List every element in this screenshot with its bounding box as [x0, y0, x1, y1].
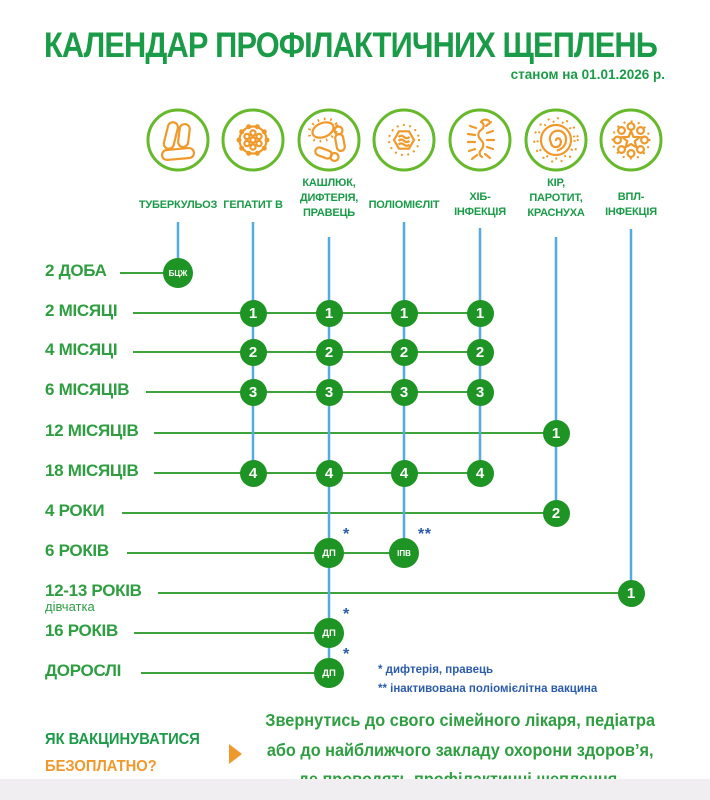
age-label: 4 РОКИ [45, 501, 105, 520]
age-label: ДОРОСЛІ [45, 661, 122, 680]
column-label-line: ГЕПАТИТ В [223, 199, 283, 211]
dose-dot-tuberculosis: БЦЖ [163, 258, 193, 288]
cta-question-line2: БЕЗОПЛАТНО? [45, 758, 157, 775]
column-label-line: ПОЛІОМІЄЛІТ [368, 199, 440, 211]
dose-dot-hepatitis-b: 4 [240, 460, 267, 487]
cta-question [45, 726, 200, 780]
column-label-line: КІР, [547, 177, 565, 189]
age-label: 12-13 РОКІВ [45, 581, 142, 600]
dose-dot-measles-mumps-rubella: 2 [543, 500, 570, 527]
dose-dot-polio: 3 [391, 379, 418, 406]
column-label-line: ІНФЕКЦІЯ [605, 206, 657, 218]
tb-bacteria-icon [145, 107, 211, 173]
footer-bar [0, 779, 710, 800]
hib-bacteria-icon [447, 107, 513, 173]
pertussis-bacteria-icon [296, 107, 362, 173]
footnote-asterisk: * [343, 526, 350, 543]
age-label: 2 МІСЯЦІ [45, 301, 118, 320]
column-label-line: ІНФЕКЦІЯ [454, 206, 506, 218]
age-label: 2 ДОБА [45, 261, 107, 280]
dose-dot-pertussis-diphtheria-tetanus: ДП [314, 658, 344, 688]
dose-dot-polio: ІПВ [389, 538, 419, 568]
dose-dot-polio: 4 [391, 460, 418, 487]
dose-dot-pertussis-diphtheria-tetanus: 1 [316, 300, 343, 327]
page-subtitle-date: станом на 01.01.2026 р. [510, 67, 665, 82]
cta-question-line1: ЯК ВАКЦИНУВАТИСЯ [45, 731, 200, 748]
column-label-line: ДИФТЕРІЯ, [299, 192, 359, 204]
column-label-line: КРАСНУХА [527, 207, 585, 219]
dose-dot-pertussis-diphtheria-tetanus: ДП [314, 538, 344, 568]
cta-text-line: або до найближчого закладу охорони здоров’я, [266, 739, 654, 760]
measles-virus-icon [523, 107, 589, 173]
footnote-asterisk: * [343, 606, 350, 623]
dose-dot-polio: 2 [391, 339, 418, 366]
dose-dot-hepatitis-b: 3 [240, 379, 267, 406]
dose-dot-pertussis-diphtheria-tetanus: ДП [314, 618, 344, 648]
age-sublabel: дівчатка [45, 599, 95, 614]
dose-dot-hib: 3 [467, 379, 494, 406]
column-label-line: ХІБ- [469, 191, 491, 203]
column-label-line: ВПЛ- [617, 191, 645, 203]
column-label-line: ТУБЕРКУЛЬОЗ [138, 199, 218, 211]
footnote-asterisk: * [343, 646, 350, 663]
dose-dot-hepatitis-b: 1 [240, 300, 267, 327]
dose-dot-measles-mumps-rubella: 1 [543, 420, 570, 447]
dose-dot-hib: 2 [467, 339, 494, 366]
hepatitis-virus-icon [220, 107, 286, 173]
dose-dot-hpv: 1 [618, 580, 645, 607]
dose-dot-hib: 4 [467, 460, 494, 487]
column-label-hpv [581, 190, 681, 220]
age-label: 16 РОКІВ [45, 621, 118, 640]
arrow-right-icon [229, 744, 242, 764]
dose-dot-hib: 1 [467, 300, 494, 327]
dose-dot-hepatitis-b: 2 [240, 339, 267, 366]
age-label: 6 РОКІВ [45, 541, 109, 560]
footnote-line: ** інактивована поліомієлітна вакцина [378, 683, 598, 695]
polio-virus-icon [371, 107, 437, 173]
column-label-line: ПАРОТИТ, [529, 192, 583, 204]
column-label-line: КАШЛЮК, [302, 177, 356, 189]
age-label: 18 МІСЯЦІВ [45, 461, 139, 480]
dose-dot-pertussis-diphtheria-tetanus: 3 [316, 379, 343, 406]
dose-dot-pertussis-diphtheria-tetanus: 4 [316, 460, 343, 487]
age-label: 4 МІСЯЦІ [45, 340, 118, 359]
age-label: 12 МІСЯЦІВ [45, 421, 139, 440]
cta-text-line: Звернутись до свого сімейного лікаря, педіатра [265, 710, 656, 730]
footnote-line: * дифтерія, правець [378, 664, 494, 676]
dose-dot-pertussis-diphtheria-tetanus: 2 [316, 339, 343, 366]
page-title: КАЛЕНДАР ПРОФІЛАКТИЧНИХ ЩЕПЛЕНЬ [44, 26, 658, 65]
column-label-line: ПРАВЕЦЬ [302, 207, 356, 219]
dose-dot-polio: 1 [391, 300, 418, 327]
hpv-virus-icon [598, 107, 664, 173]
age-label: 6 МІСЯЦІВ [45, 380, 130, 399]
footnote-asterisk: ** [418, 526, 432, 543]
footnotes [378, 661, 597, 699]
